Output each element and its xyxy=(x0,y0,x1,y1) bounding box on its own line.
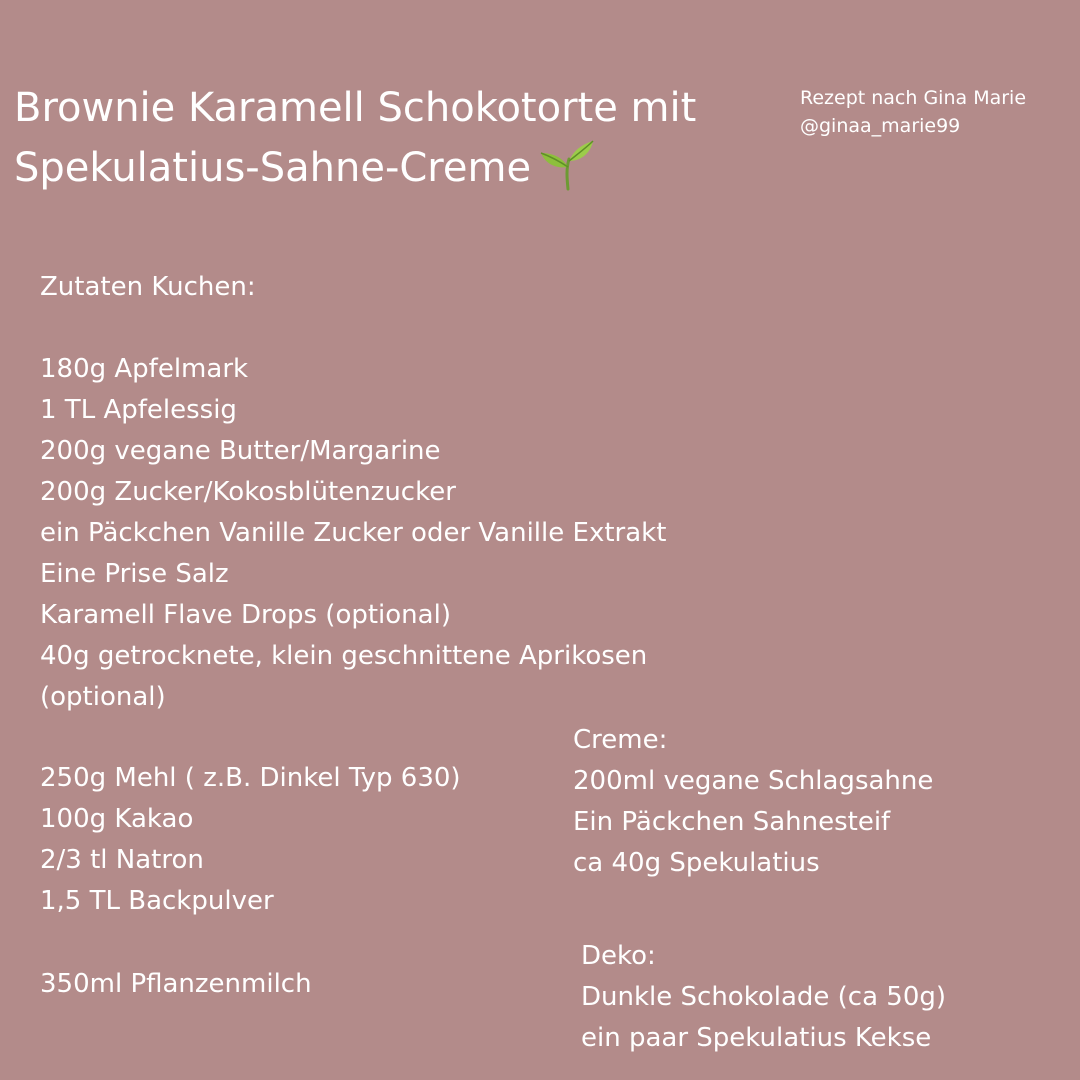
title-line-1: Brownie Karamell Schokotorte mit xyxy=(14,85,697,131)
creme-item: 200ml vegane Schlagsahne xyxy=(573,766,934,796)
creme-heading: Creme: xyxy=(573,725,668,755)
liquid-ingredients-list xyxy=(40,964,312,1005)
ingredient-item: Eine Prise Salz xyxy=(40,559,229,589)
ingredient-item: 180g Apfelmark xyxy=(40,354,249,384)
ingredient-item: ein Päckchen Vanille Zucker oder Vanille Extrakt xyxy=(40,518,667,548)
creme-item: Ein Päckchen Sahnesteif xyxy=(573,807,891,837)
ingredient-item: 1 TL Apfelessig xyxy=(40,395,237,425)
dry-ingredients-list xyxy=(40,758,461,922)
ingredient-item: 2/3 tl Natron xyxy=(40,845,204,875)
ingredient-item: 1,5 TL Backpulver xyxy=(40,886,274,916)
sprout-icon xyxy=(539,139,595,191)
ingredient-item: 250g Mehl ( z.B. Dinkel Typ 630) xyxy=(40,763,461,793)
credit-author: Rezept nach Gina Marie xyxy=(800,87,1027,109)
ingredient-item: (optional) xyxy=(40,682,166,712)
deko-item: ein paar Spekulatius Kekse xyxy=(581,1023,932,1053)
creme-section xyxy=(573,720,933,884)
ingredient-item: 40g getrocknete, klein geschnittene Aprikosen xyxy=(40,641,648,671)
ingredients-heading: Zutaten Kuchen: xyxy=(40,272,256,302)
title-line-2: Spekulatius-Sahne-Creme xyxy=(14,145,532,191)
deko-heading: Deko: xyxy=(581,941,656,971)
ingredient-item: 350ml Pflanzenmilch xyxy=(40,969,312,999)
creme-item: ca 40g Spekulatius xyxy=(573,848,820,878)
ingredient-item: Karamell Flave Drops (optional) xyxy=(40,600,451,630)
ingredients-list xyxy=(40,267,666,718)
deko-section xyxy=(581,936,946,1059)
ingredient-item: 100g Kakao xyxy=(40,804,194,834)
ingredient-item: 200g Zucker/Kokosblütenzucker xyxy=(40,477,456,507)
recipe-credit xyxy=(800,84,1026,140)
recipe-title xyxy=(14,78,754,198)
credit-handle: @ginaa_marie99 xyxy=(800,115,961,137)
deko-item: Dunkle Schokolade (ca 50g) xyxy=(581,982,947,1012)
ingredient-item: 200g vegane Butter/Margarine xyxy=(40,436,441,466)
